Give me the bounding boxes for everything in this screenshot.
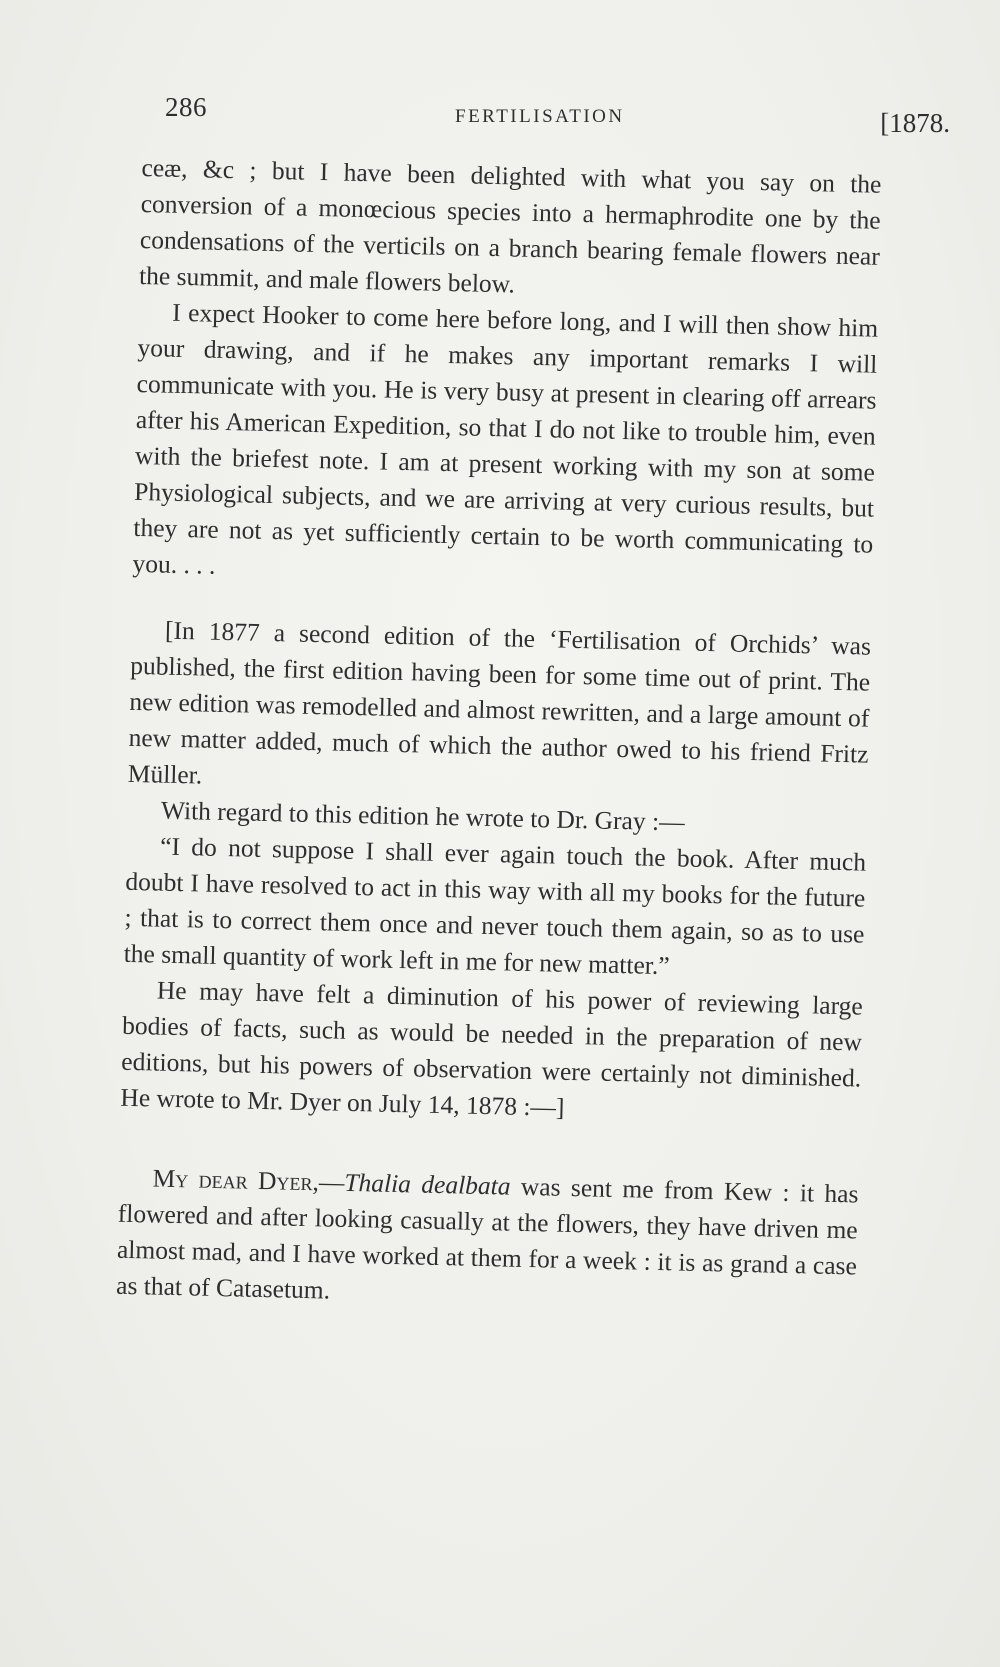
page-number: 286	[165, 92, 207, 122]
paragraph-quotation: “I do not suppose I shall ever again touch the book. After much doubt I have resolved to act in this way with all my books for the future ; that is to correct them once and never touch them again, so as to use the small quantity of work left in me for new matter.”	[123, 831, 867, 981]
running-year: [1878.	[880, 108, 950, 138]
paragraph-letter-to-dyer	[116, 1160, 859, 1321]
paragraph-hooker: I expect Hooker to come here before long, and I will then show him your drawing, and if he makes any important remarks I will communicate with you. He is very busy at present in clearing off arrears after his American Expedition, so that I do not like to trouble him, even with the briefest note. I am at present working with my son at some Physiological subjects, and we are arriving at very curious results, but they are not as yet sufficiently certain to be worth communicating to you. . . .	[132, 297, 879, 580]
paragraph-continuation: ceæ, &c ; but I have been delighted with what you say on the conversion of a monœcious species into a hermaphrodite one by the condensations of the verticils on a branch bearing female flowers near the summit, and male flowers below.	[138, 152, 882, 299]
running-head	[160, 92, 950, 142]
running-title: FERTILISATION	[455, 106, 625, 127]
species-name: Thalia dealbata	[344, 1167, 511, 1201]
salutation-dash: —	[318, 1167, 345, 1197]
salutation: My dear Dyer,	[152, 1163, 320, 1197]
paragraph-second-edition: [In 1877 a second edition of the ‘Fertilisation of Orchids’ was published, the first edition having been for some time out of print. The new edition was remodelled and almost rewritten, and a large amount of new matter added, much of which the author owed to his friend Fritz Müller.	[127, 615, 872, 790]
body-text	[116, 150, 882, 1320]
letter-body: was sent me from Kew : it has flowered and after looking casually at the flowers, they have driven me almost mad, and I have worked at them for a week : it is as grand a case as that of Catasetum.	[115, 1171, 859, 1305]
paragraph-letter-intro: With regard to this edition he wrote to Dr. Gray :—	[160, 795, 685, 837]
paragraph-diminution: He may have felt a diminution of his power of reviewing large bodies of facts, such as would be needed in the preparation of new editions, but his powers of observation were certainly not diminished. He wrote to Mr. Dyer on July 14, 1878 :—]	[120, 975, 864, 1122]
